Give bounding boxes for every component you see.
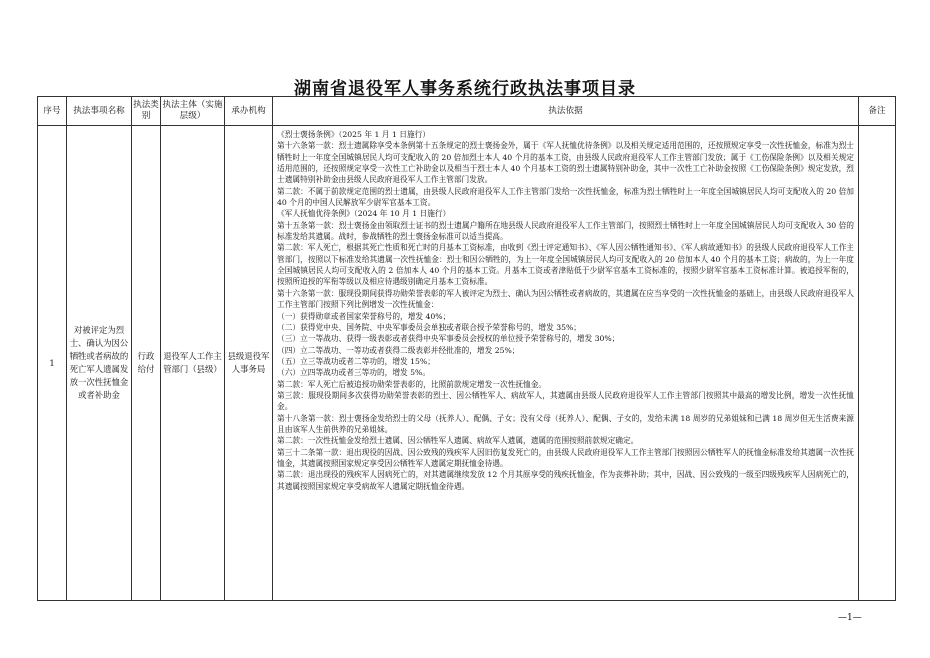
basis-list-item: （一）获得勋章或者国家荣誉称号的，增发 40%；	[277, 311, 451, 321]
basis-paragraph: 第三十二条第一款：退出现役的因战、因公致残的残疾军人因旧伤复发死亡的，由县级人民政府退役军人工作主管部门按照因公牺牲军人的抚恤金标准发给其遗属一次性抚恤金，其遗属按照国家规定享受因公牺牲军人遗属定期抚恤金待遇。	[277, 447, 854, 468]
basis-paragraph: 《烈士褒扬条例》（2025 年 1 月 1 日施行）	[277, 130, 431, 139]
basis-paragraph: 第十六条第一款：服现役期间获得功勋荣誉表彰的军人被评定为烈士、确认为因公牺牲或者病故的，其遗属在应当享受的一次性抚恤金的基础上，由县级人民政府退役军人工作主管部门按照下列比例增发一次性抚恤金：	[277, 288, 854, 310]
enforcement-catalog-table	[37, 96, 896, 601]
basis-list-item: （二）获得党中央、国务院、中央军事委员会单独或者联合授予荣誉称号的，增发 35%；	[277, 322, 581, 332]
header-agency: 承办机构	[225, 97, 273, 126]
cell-basis	[273, 126, 859, 601]
cell-agency: 县级退役军人事务局	[225, 126, 273, 601]
header-remark: 备注	[859, 97, 896, 126]
basis-paragraph: 第二款：军人死亡后被追授功勋荣誉表彰的，比照前款规定增发一次性抚恤金。	[277, 379, 547, 389]
table-row	[38, 126, 896, 601]
basis-paragraph: 第二款：退出现役的残疾军人因病死亡的，对其遗属继续发放 12 个月其原享受的残疾抚恤金，作为丧葬补助；其中，因战、因公致残的一级至四级残疾军人因病死亡的，其遗属按照国家规定享受病故军人遗属定期抚恤金待遇。	[277, 470, 854, 491]
basis-paragraph: 《军人抚恤优待条例》（2024 年 10 月 1 日施行）	[277, 209, 451, 219]
table-header-row	[38, 97, 896, 126]
page-title: 湖南省退役军人事务系统行政执法事项目录	[294, 79, 636, 99]
header-item-name: 执法事项名称	[67, 97, 132, 126]
cell-remark	[859, 126, 896, 601]
cell-subject: 退役军人工作主管部门（县级）	[161, 126, 225, 601]
basis-paragraph: 第十五条第一款：烈士褒扬金由领取烈士证书的烈士遗属户籍所在地县级人民政府退役军人工作主管部门，按照烈士牺牲时上一年度全国城镇居民人均可支配收入 30 倍的标准发给其遗属。战时，参战牺牲的烈士褒扬金标准可以适当提高。	[277, 220, 854, 242]
basis-list-item: （五）立三等战功或者二等功的，增发 15%；	[277, 356, 435, 366]
basis-list-item: （六）立四等战功或者三等功的，增发 5%。	[277, 368, 431, 378]
cell-seq: 1	[38, 126, 67, 601]
cell-item-name: 对被评定为烈士、确认为因公牺牲或者病故的死亡军人遗属发放一次性抚恤金或者补助金	[67, 126, 132, 601]
basis-paragraph: 第二款：一次性抚恤金发给烈士遗属、因公牺牲军人遗属、病故军人遗属，遗属的范围按照前款规定确定。	[277, 436, 639, 446]
page-number: —1—	[838, 613, 862, 623]
basis-paragraph: 第十八条第一款：烈士褒扬金发给烈士的父母（抚养人）、配偶、子女；没有父母（抚养人）、配偶、子女的，发给未满 18 周岁的兄弟姐妹和已满 18 周岁但无生活费来源且由该军人生前供养的兄弟姐妹。	[277, 413, 854, 434]
basis-list-item: （四）立二等战功、一等功或者获得二级表彰并经批准的，增发 25%；	[277, 345, 520, 355]
header-category: 执法类别	[132, 97, 161, 126]
cell-category: 行政给付	[132, 126, 161, 601]
basis-paragraph: 第三款：服现役期间多次获得功勋荣誉表彰的烈士、因公牺牲军人、病故军人，其遗属由县级人民政府退役军人工作主管部门按照其中最高的增发比例，增发一次性抚恤金。	[277, 390, 854, 412]
basis-list-item: （三）立一等战功、获得一级表彰或者获得中央军事委员会授权的单位授予荣誉称号的，增发 30%；	[277, 334, 620, 344]
basis-paragraph: 第十六条第一款：烈士遗属除享受本条例第十五条规定的烈士褒扬金外，属于《军人抚恤优待条例》以及相关规定适用范围的，还按照规定享受一次性抚恤金，标准为烈士牺牲时上一年度全国城镇居民人均可支配收入的 20 倍加烈士本人 40 个月的基本工资，由县级人民政府退役军人工作主管部门发放；属于《工伤保险条例》以及相关规定适用范围的，还按照规定享受一次性工亡补助金以及相当于烈士本人 40 个月基本工资的烈士遗属特别补助金，其中一次性工亡补助金按照《工伤保险条例》规定发放，烈士遗属特别补助金由县级人民政府退役军人工作主管部门发放。	[277, 141, 854, 185]
header-subject: 执法主体（实施层级）	[161, 97, 225, 126]
basis-paragraph: 第二款：军人死亡，根据其死亡性质和死亡时的月基本工资标准，由收到《烈士评定通知书》、《军人因公牺牲通知书》、《军人病故通知书》的县级人民政府退役军人工作主管部门，按照以下标准发给其遗属一次性抚恤金：烈士和因公牺牲的，为上一年度全国城镇居民人均可支配收入的 20 倍加本人 40 个月的基本工资；病故的，为上一年度全国城镇居民人均可支配收入的 2 倍加本人 40 个月的基本工资。月基本工资或者津贴低于少尉军官基本工资标准的，按照少尉军官基本工资标准计算。被追授军衔的，按照所追授的军衔等级以及相应待遇级别确定月基本工资标准。	[277, 243, 854, 287]
header-basis: 执法依据	[273, 97, 859, 126]
header-seq: 序号	[38, 97, 67, 126]
basis-paragraph: 第二款：不属于前款规定范围的烈士遗属，由县级人民政府退役军人工作主管部门发给一次性抚恤金，标准为烈士牺牲时上一年度全国城镇居民人均可支配收入的 20 倍加 40 个月的中国人民解放军少尉军官基本工资。	[277, 186, 854, 208]
